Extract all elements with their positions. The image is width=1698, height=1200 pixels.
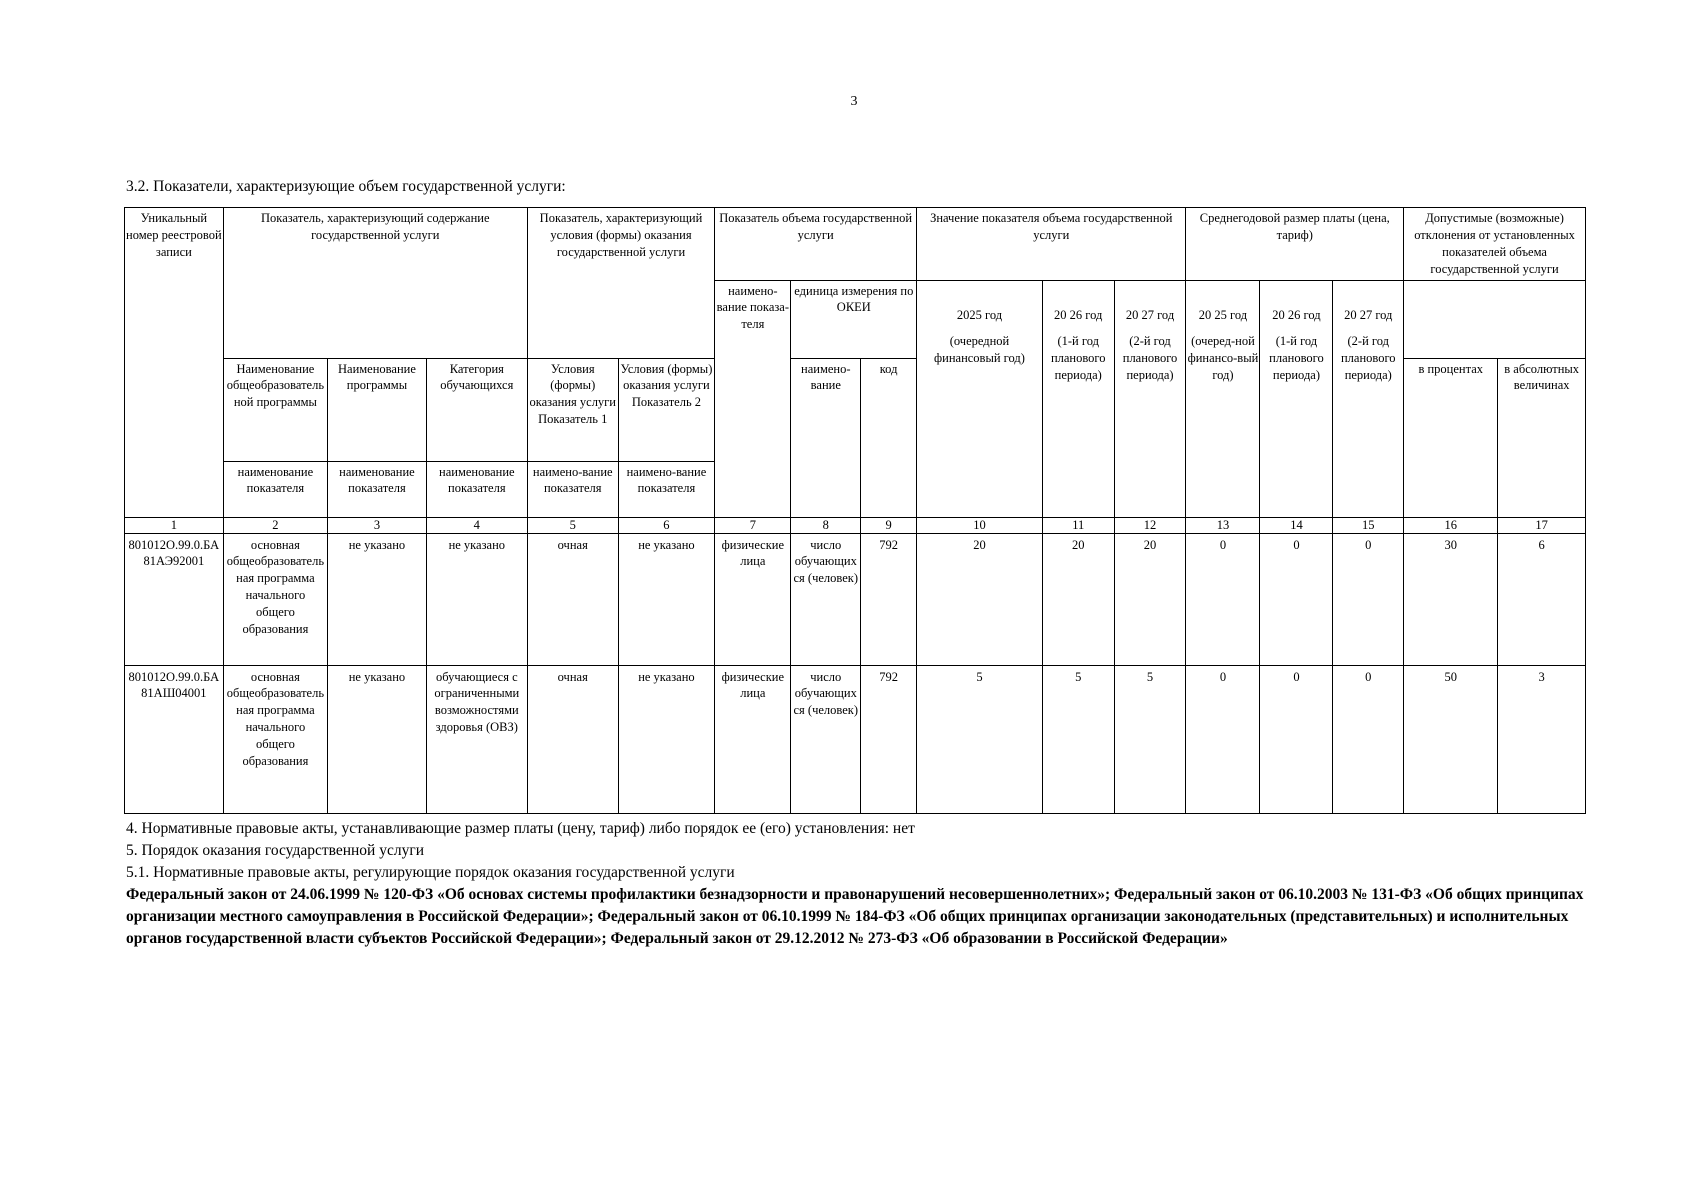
header-c3: Наименование программы (328, 358, 427, 461)
header-year-2025 (917, 280, 1043, 517)
fee-2027-label: 20 27 год (1344, 307, 1393, 322)
cell-fee-2025: 0 (1186, 665, 1260, 813)
header-fee-2027 (1333, 280, 1404, 517)
header-content-indicator: Показатель, характеризующий содержание государственной услуги (223, 208, 527, 359)
ind-name-c4: наименование показателя (426, 461, 527, 517)
cell-indicator: физические лица (715, 665, 791, 813)
fee-2025-sub: (очеред-ной финансо-вый год) (1187, 334, 1259, 383)
cell-value-2025: 5 (917, 665, 1043, 813)
notes-section (126, 818, 1586, 950)
cell-program-name: не указано (328, 665, 427, 813)
cell-fee-2027: 0 (1333, 533, 1404, 665)
header-deviations: Допустимые (возможные) отклонения от установленных показателей объема государственной услуги (1404, 208, 1586, 281)
cell-value-2025: 20 (917, 533, 1043, 665)
ind-name-c2: наименование показателя (223, 461, 327, 517)
col-num: 6 (618, 517, 715, 533)
header-conditions-indicator: Показатель, характеризующий условия (формы) оказания государственной услуги (527, 208, 714, 359)
header-unique-number: Уникальный номер реестровой записи (125, 208, 224, 518)
cell-value-2027: 20 (1114, 533, 1186, 665)
col-num: 9 (861, 517, 917, 533)
col-num: 4 (426, 517, 527, 533)
header-year-2027 (1114, 280, 1186, 517)
fee-2026-label: 20 26 год (1272, 307, 1321, 322)
header-avg-fee: Среднегодовой размер платы (цена, тариф) (1186, 208, 1404, 281)
cell-indicator: физические лица (715, 533, 791, 665)
col-num: 8 (791, 517, 861, 533)
col-num: 14 (1260, 517, 1333, 533)
cell-program: основная общеобразовательная программа начального общего образования (223, 665, 327, 813)
cell-program-name: не указано (328, 533, 427, 665)
col-num: 15 (1333, 517, 1404, 533)
cell-okei: 792 (861, 533, 917, 665)
cell-category: обучающиеся с ограниченными возможностями здоровья (ОВЗ) (426, 665, 527, 813)
table-row (125, 665, 1586, 813)
cell-condition-2: не указано (618, 665, 715, 813)
col-num: 16 (1404, 517, 1498, 533)
cell-value-2026: 5 (1042, 665, 1114, 813)
cell-dev-abs: 3 (1498, 665, 1586, 813)
header-volume-indicator: Показатель объема государственной услуги (715, 208, 917, 281)
fee-2026-sub: (1-й год планового периода) (1269, 334, 1324, 383)
header-volume-unit: единица измерения по ОКЕИ (791, 280, 917, 358)
cell-value-2027: 5 (1114, 665, 1186, 813)
cell-fee-2025: 0 (1186, 533, 1260, 665)
cell-unit: число обучающихся (человек) (791, 665, 861, 813)
cell-program: основная общеобразовательная программа начального общего образования (223, 533, 327, 665)
note-5-1: 5.1. Нормативные правовые акты, регулирующие порядок оказания государственной услуги (126, 864, 735, 881)
fee-2027-sub: (2-й год планового периода) (1340, 334, 1396, 383)
year-2027-label: 20 27 год (1125, 307, 1175, 322)
col-num: 10 (917, 517, 1043, 533)
cell-code: 801012О.99.0.БА81АШ04001 (125, 665, 224, 813)
header-c2: Наименование общеобразовательной программы (223, 358, 327, 461)
laws-list: Федеральный закон от 24.06.1999 № 120-ФЗ «Об основах системы профилактики безнадзорности и правонарушений несовершеннолетних»; Федеральный закон от 06.10.2003 № 131-ФЗ «Об общих принципах организации местного самоуправления в Российской Федерации»; Федеральный закон от 06.10.1999 № 184-ФЗ «Об общих принципах организации законодательных (представительных) и исполнительных органов государственной власти субъектов Российской Федерации»; Федеральный закон от 29.12.2012 № 273-ФЗ «Об образовании в Российской Федерации» (126, 886, 1584, 947)
cell-fee-2026: 0 (1260, 665, 1333, 813)
year-2025-label: 2025 год (956, 307, 1003, 322)
cell-dev-abs: 6 (1498, 533, 1586, 665)
table-row (125, 533, 1586, 665)
section-title: 3.2. Показатели, характеризующие объем государственной услуги: (126, 178, 566, 195)
cell-form: очная (527, 665, 618, 813)
header-dev-percent: в процентах (1404, 358, 1498, 517)
cell-value-2026: 20 (1042, 533, 1114, 665)
cell-code: 801012О.99.0.БА81АЭ92001 (125, 533, 224, 665)
year-2026-sub: (1-й год планового периода) (1050, 334, 1106, 383)
cell-fee-2027: 0 (1333, 665, 1404, 813)
year-2025-sub: (очередной финансовый год) (934, 334, 1025, 366)
header-unit-code: код (861, 358, 917, 517)
header-volume-name: наимено-вание показа-теля (715, 280, 791, 517)
ind-name-c5: наимено-вание показателя (527, 461, 618, 517)
header-c4: Категория обучающихся (426, 358, 527, 461)
col-num: 17 (1498, 517, 1586, 533)
col-num: 3 (328, 517, 427, 533)
cell-okei: 792 (861, 665, 917, 813)
header-fee-2026 (1260, 280, 1333, 517)
year-2027-sub: (2-й год планового периода) (1122, 334, 1178, 383)
header-volume-value: Значение показателя объема государственной услуги (917, 208, 1186, 281)
header-fee-2025 (1186, 280, 1260, 517)
note-5: 5. Порядок оказания государственной услуги (126, 842, 424, 859)
ind-name-c6: наимено-вание показателя (618, 461, 715, 517)
cell-category: не указано (426, 533, 527, 665)
ind-name-c3: наименование показателя (328, 461, 427, 517)
col-num: 11 (1042, 517, 1114, 533)
cell-dev-percent: 50 (1404, 665, 1498, 813)
col-num: 12 (1114, 517, 1186, 533)
page-number: 3 (850, 94, 858, 109)
year-2026-label: 20 26 год (1054, 307, 1103, 322)
header-deviations-spacer (1404, 280, 1586, 358)
col-num: 5 (527, 517, 618, 533)
cell-dev-percent: 30 (1404, 533, 1498, 665)
col-num: 13 (1186, 517, 1260, 533)
fee-2025-label: 20 25 год (1198, 307, 1248, 322)
header-unit-name: наимено-вание (791, 358, 861, 517)
header-c5: Условия (формы) оказания услуги Показатель 1 (527, 358, 618, 461)
cell-form: очная (527, 533, 618, 665)
header-c6: Условия (формы) оказания услуги Показатель 2 (618, 358, 715, 461)
header-dev-abs: в абсолютных величинах (1498, 358, 1586, 517)
note-4: 4. Нормативные правовые акты, устанавливающие размер платы (цену, тариф) либо порядок ее (его) установления: нет (126, 820, 915, 837)
cell-unit: число обучающихся (человек) (791, 533, 861, 665)
col-num: 2 (223, 517, 327, 533)
cell-fee-2026: 0 (1260, 533, 1333, 665)
header-year-2026 (1042, 280, 1114, 517)
volume-indicators-table (124, 207, 1586, 814)
col-num: 1 (125, 517, 224, 533)
col-num: 7 (715, 517, 791, 533)
cell-condition-2: не указано (618, 533, 715, 665)
